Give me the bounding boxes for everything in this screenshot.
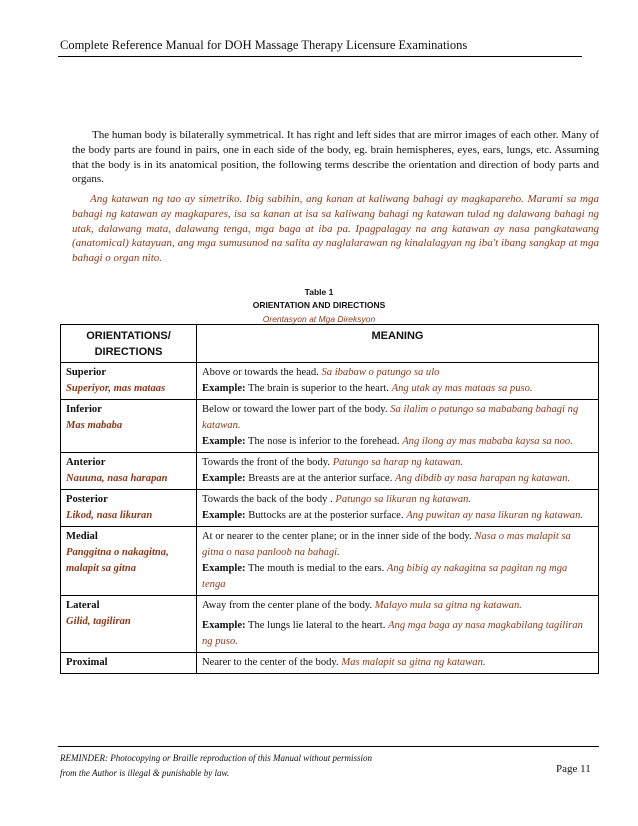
example-line — [202, 434, 593, 450]
term-filipino: Gilid, tagiliran — [66, 616, 131, 627]
table-row — [61, 363, 599, 400]
table-caption-number: Table 1 — [304, 287, 334, 297]
example-label: Example: — [202, 436, 246, 447]
intro-paragraph-english — [72, 128, 599, 187]
meaning-english: At or nearer to the center plane; or in the inner side of the body. — [202, 531, 472, 542]
header-meaning: MEANING — [197, 325, 599, 363]
term-cell — [61, 527, 197, 596]
table-header-row — [61, 325, 599, 363]
orientation-table — [60, 324, 599, 674]
meaning-filipino: Patungo sa harap ng katawan. — [332, 457, 464, 468]
term-english: Medial — [66, 531, 98, 542]
example-line — [202, 618, 593, 650]
footer-rule — [58, 746, 599, 747]
term-cell — [61, 596, 197, 653]
meaning-cell — [197, 490, 599, 527]
footer-line-2: from the Author is illegal & punishable by law. — [60, 768, 230, 778]
table-row — [61, 653, 599, 674]
intro-english-text: The human body is bilaterally symmetrical. It has right and left sides that are mirror images of each other. Many of the body parts are found in pairs, one in each side of the body, eg. brain hemispheres, eyes, ears, lungs, etc. Assuming that the body is in its anatomical position, the following terms describe the orientation and direction of body parts and organs. — [72, 129, 599, 186]
example-line — [202, 561, 593, 593]
meaning-english: Above or towards the head. — [202, 367, 319, 378]
term-english: Superior — [66, 367, 107, 378]
meaning-filipino: Malayo mula sa gitna ng katawan. — [374, 600, 522, 611]
meaning-english: Towards the front of the body. — [202, 457, 331, 468]
term-cell — [61, 400, 197, 453]
meaning-filipino: Nasa o mas malapit sa gitna o nasa panloob na bahagi. — [202, 531, 571, 558]
term-cell — [61, 363, 197, 400]
example-filipino: Ang puwitan ay nasa likuran ng katawan. — [406, 510, 584, 521]
term-english: Proximal — [66, 657, 108, 668]
example-english: The brain is superior to the heart. — [248, 383, 389, 394]
example-english: Breasts are at the anterior surface. — [248, 473, 393, 484]
footer-reminder — [60, 751, 440, 781]
term-filipino: Likod, nasa likuran — [66, 510, 153, 521]
example-label: Example: — [202, 383, 246, 394]
example-english: The nose is inferior to the forehead. — [248, 436, 400, 447]
table-row — [61, 490, 599, 527]
term-cell — [61, 453, 197, 490]
meaning-english: Away from the center plane of the body. — [202, 600, 373, 611]
meaning-line — [202, 492, 593, 508]
table-row — [61, 527, 599, 596]
term-filipino: Superiyor, mas mataas — [66, 383, 166, 394]
example-english: The lungs lie lateral to the heart. — [248, 620, 386, 631]
meaning-english: Towards the back of the body . — [202, 494, 333, 505]
header-orientations: ORIENTATIONS/ DIRECTIONS — [61, 325, 197, 363]
meaning-line — [202, 455, 593, 471]
term-english: Inferior — [66, 404, 102, 415]
example-filipino: Ang mga baga ay nasa magkabilang tagiliran ng puso. — [202, 620, 583, 647]
table-body — [61, 363, 599, 674]
example-label: Example: — [202, 510, 246, 521]
meaning-cell — [197, 400, 599, 453]
meaning-line — [202, 655, 593, 671]
meaning-cell — [197, 363, 599, 400]
example-line — [202, 471, 593, 487]
table-caption-title: ORIENTATION AND DIRECTIONS — [252, 300, 386, 310]
meaning-cell — [197, 527, 599, 596]
meaning-filipino: Mas malapit sa gitna ng katawan. — [341, 657, 486, 668]
meaning-cell — [197, 453, 599, 490]
meaning-line — [202, 598, 593, 614]
table-caption-filipino: Orentasyon at Mga Direksyon — [262, 314, 376, 324]
term-english: Posterior — [66, 494, 108, 505]
term-filipino: Panggitna o nakagitna, malapit sa gitna — [66, 547, 169, 574]
meaning-filipino: Patungo sa likuran ng katawan. — [335, 494, 472, 505]
term-filipino: Mas mababa — [66, 420, 123, 431]
meaning-line — [202, 402, 593, 434]
example-english: The mouth is medial to the ears. — [248, 563, 385, 574]
term-english: Anterior — [66, 457, 106, 468]
example-filipino: Ang utak ay mas mataas sa puso. — [391, 383, 533, 394]
meaning-english: Below or toward the lower part of the body. — [202, 404, 388, 415]
table-row — [61, 596, 599, 653]
meaning-cell — [197, 596, 599, 653]
intro-filipino-text: Ang katawan ng tao ay simetriko. Ibig sabihin, ang kanan at kaliwang bahagi ay magkapareho. Marami sa mga bahagi ng katawan ay magkapares, isa sa kanan at isa sa kaliwang bahagi ng katawan tulad ng dalawang bahagi ng utak, dalawang mata, dalawang tenga, mga baga at iba pa. Ipagpalagay na ang katawan ay nasa pangkatawang (anatomical) katayuan, ang mga sumusunod na salita ay naglalarawan ng kinalalagyan ng iba't ibang sangkap at mga bahagi o organ nito. — [72, 193, 599, 265]
meaning-cell — [197, 653, 599, 674]
running-header: Complete Reference Manual for DOH Massage Therapy Licensure Examinations — [60, 38, 468, 52]
meaning-english: Nearer to the center of the body. — [202, 657, 339, 668]
term-cell — [61, 653, 197, 674]
example-filipino: Ang ilong ay mas mababa kaysa sa noo. — [402, 436, 573, 447]
header-rule — [58, 56, 582, 57]
example-english: Buttocks are at the posterior surface. — [248, 510, 404, 521]
table-row — [61, 453, 599, 490]
example-label: Example: — [202, 473, 246, 484]
term-english: Lateral — [66, 600, 100, 611]
term-filipino: Nauuna, nasa harapan — [66, 473, 168, 484]
footer-line-1: REMINDER: Photocopying or Braille reproduction of this Manual without permission — [60, 753, 373, 763]
meaning-filipino: Sa ilalim o patungo sa mababang bahagi ng katawan. — [202, 404, 579, 431]
term-cell — [61, 490, 197, 527]
example-label: Example: — [202, 563, 246, 574]
example-filipino: Ang bibig ay nakagitna sa pagitan ng mga tenga — [202, 563, 568, 590]
example-filipino: Ang dibdib ay nasa harapan ng katawan. — [395, 473, 571, 484]
intro-paragraph-filipino — [72, 192, 599, 266]
meaning-filipino: Sa ibabaw o patungo sa ulo — [321, 367, 440, 378]
meaning-line — [202, 365, 593, 381]
example-label: Example: — [202, 620, 246, 631]
example-line — [202, 508, 593, 524]
table-row — [61, 400, 599, 453]
example-line — [202, 381, 593, 397]
meaning-line — [202, 529, 593, 561]
page-number: Page 11 — [556, 763, 591, 775]
